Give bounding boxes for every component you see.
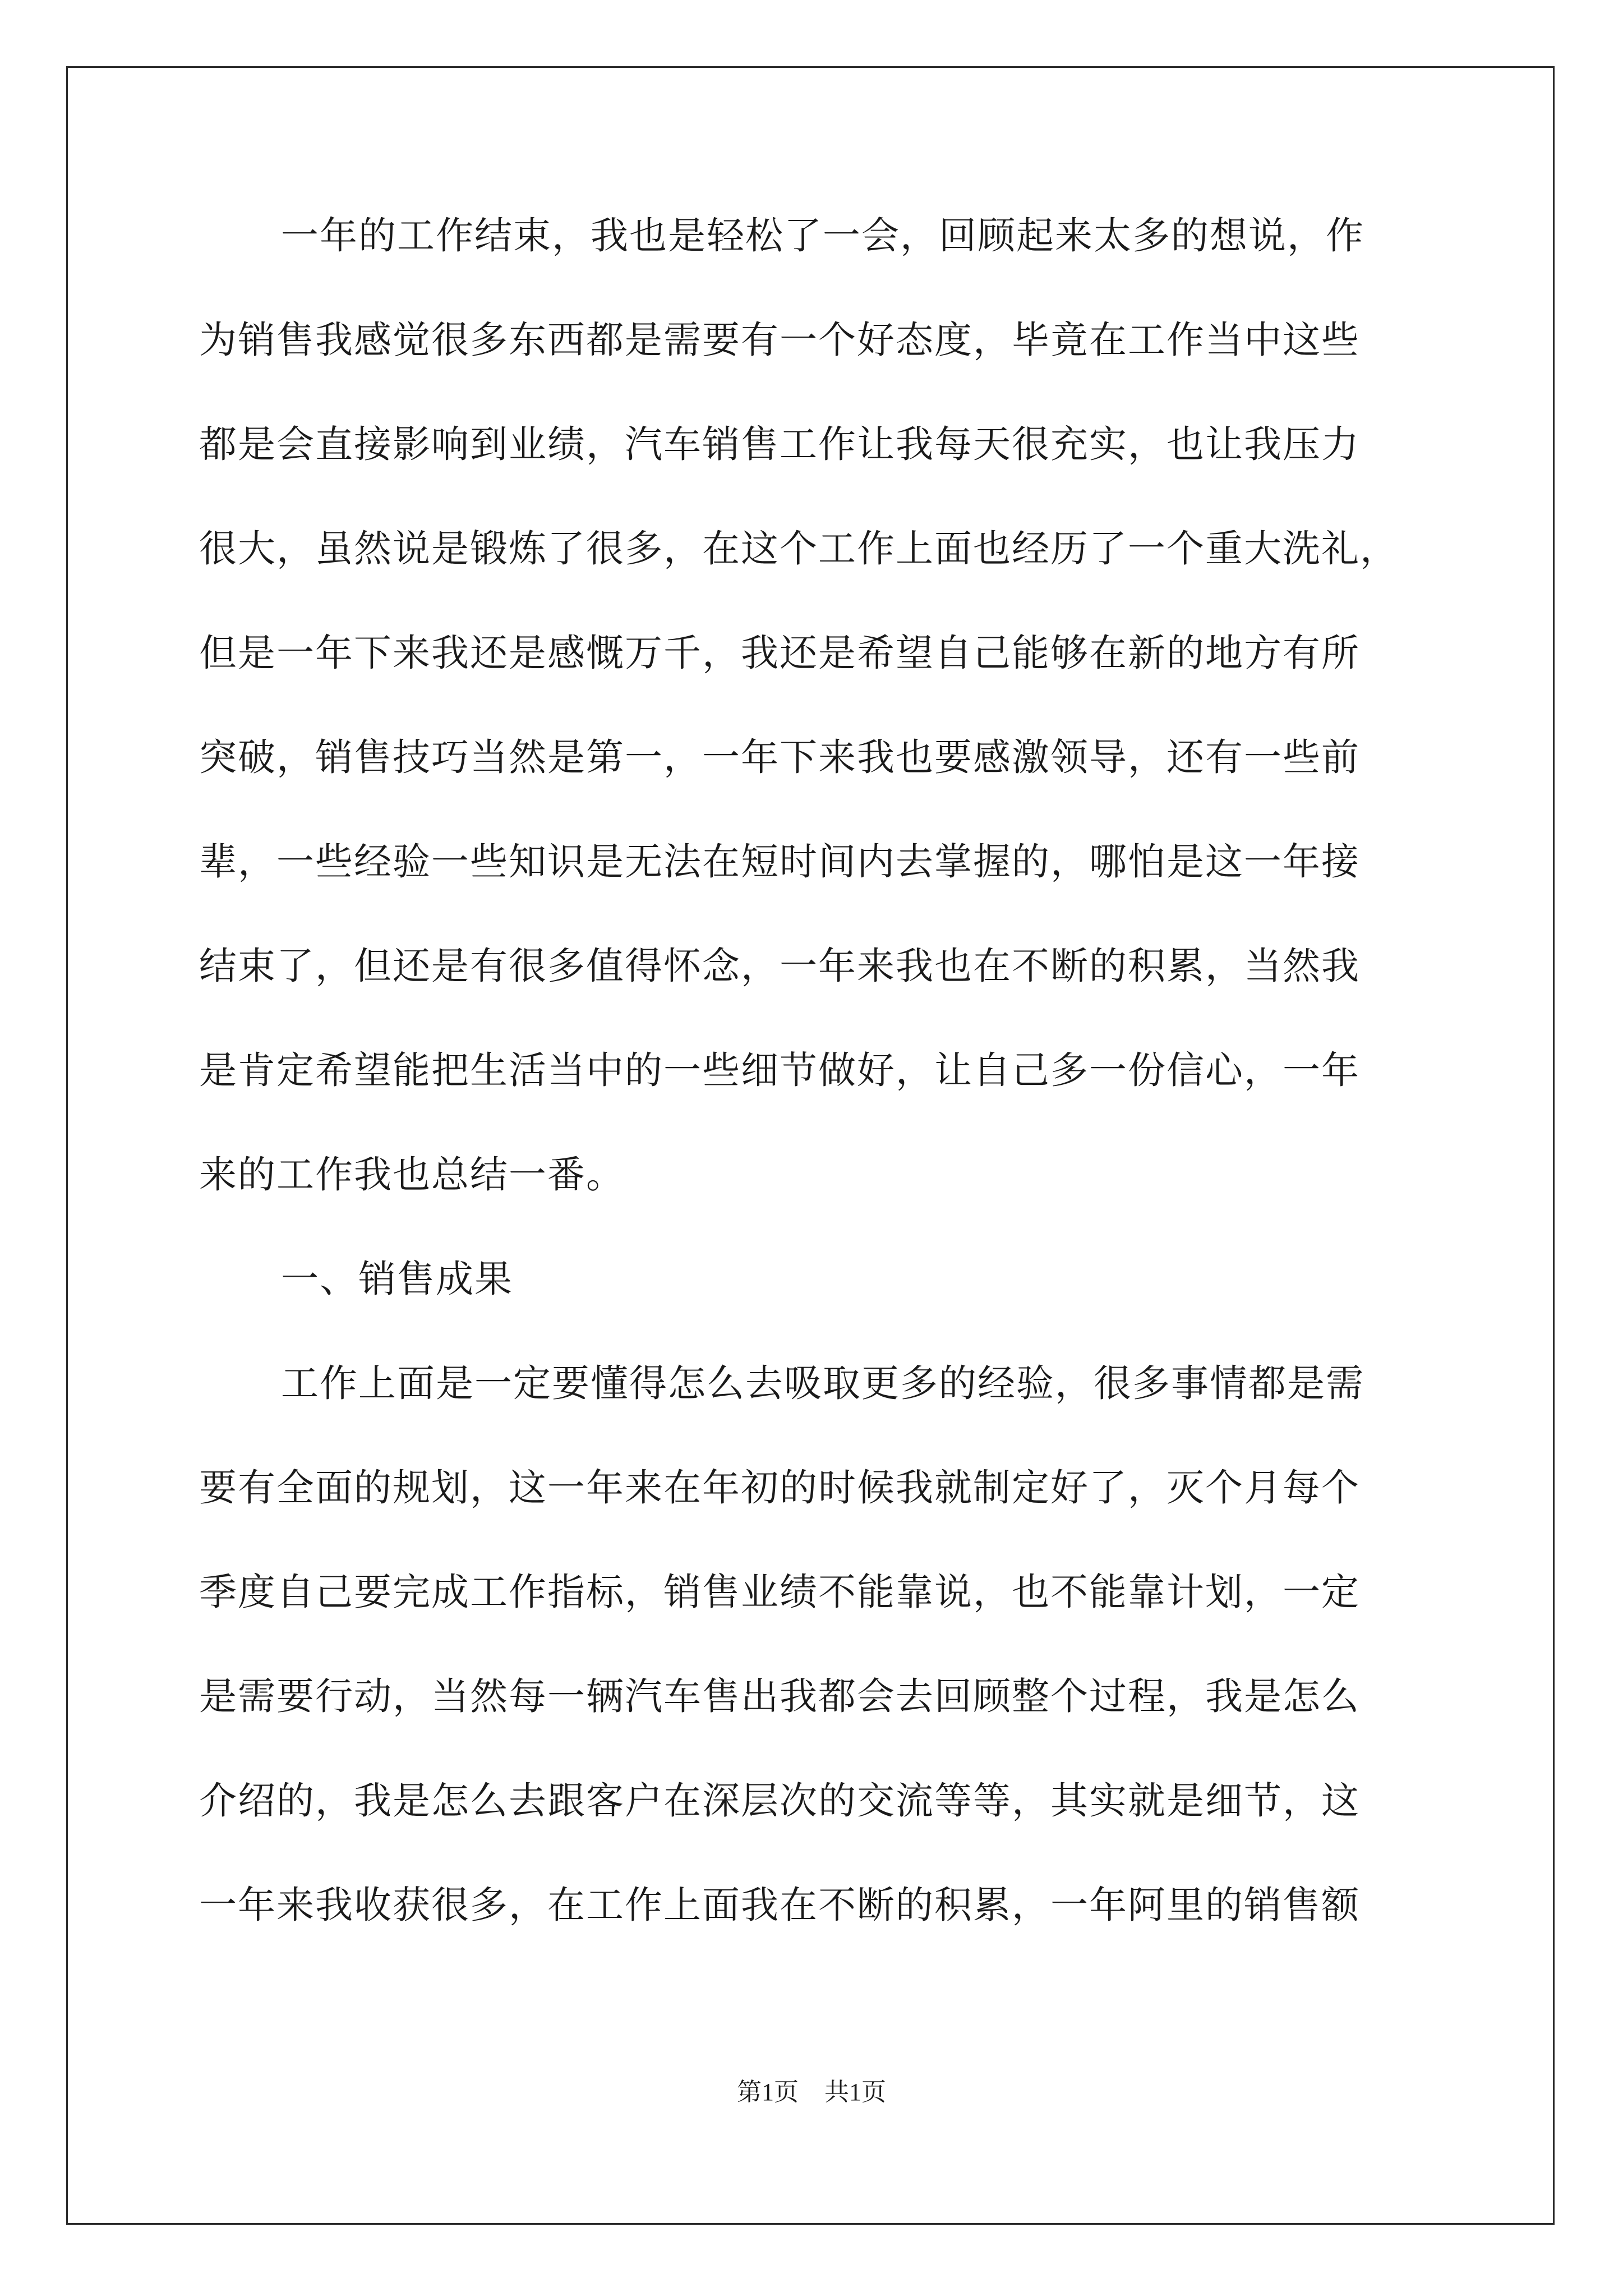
paragraph-1-line-10: 来的工作我也总结一番。 xyxy=(199,1153,625,1197)
paragraph-3-line-3: 季度自己要完成工作指标，销售业绩不能靠说，也不能靠计划，一定 xyxy=(199,1570,1360,1614)
page-footer xyxy=(0,2076,1623,2109)
paragraph-1-line-5: 但是一年下来我还是感慨万千，我还是希望自己能够在新的地方有所 xyxy=(199,631,1360,675)
paragraph-1-line-3: 都是会直接影响到业绩，汽车销售工作让我每天很充实，也让我压力 xyxy=(199,422,1360,466)
section-heading: 一、销售成果 xyxy=(281,1257,513,1301)
paragraph-1-line-9: 是肯定希望能把生活当中的一些细节做好，让自己多一份信心，一年 xyxy=(199,1048,1360,1092)
paragraph-1-line-6: 突破，销售技巧当然是第一，一年下来我也要感激领导，还有一些前 xyxy=(199,735,1360,779)
paragraph-1-line-8: 结束了，但还是有很多值得怀念，一年来我也在不断的积累，当然我 xyxy=(199,944,1360,988)
paragraph-3-line-1: 工作上面是一定要懂得怎么去吸取更多的经验，很多事情都是需 xyxy=(281,1361,1364,1405)
paragraph-1-line-2: 为销售我感觉很多东西都是需要有一个好态度，毕竟在工作当中这些 xyxy=(199,318,1360,362)
paragraph-1-line-4: 很大，虽然说是锻炼了很多，在这个工作上面也经历了一个重大洗礼， xyxy=(199,527,1399,570)
paragraph-3-line-4: 是需要行动，当然每一辆汽车售出我都会去回顾整个过程，我是怎么 xyxy=(199,1674,1360,1718)
page-number: 第1页 xyxy=(737,2078,799,2106)
paragraph-3-line-2: 要有全面的规划，这一年来在年初的时候我就制定好了，灭个月每个 xyxy=(199,1466,1360,1510)
paragraph-3-line-6: 一年来我收获很多，在工作上面我在不断的积累，一年阿里的销售额 xyxy=(199,1883,1360,1927)
paragraph-1-line-1: 一年的工作结束，我也是轻松了一会，回顾起来太多的想说，作 xyxy=(281,214,1364,257)
paragraph-1-line-7: 辈，一些经验一些知识是无法在短时间内去掌握的，哪怕是这一年接 xyxy=(199,840,1360,884)
page-total: 共1页 xyxy=(824,2078,886,2106)
paragraph-3-line-5: 介绍的，我是怎么去跟客户在深层次的交流等等，其实就是细节，这 xyxy=(199,1779,1360,1823)
